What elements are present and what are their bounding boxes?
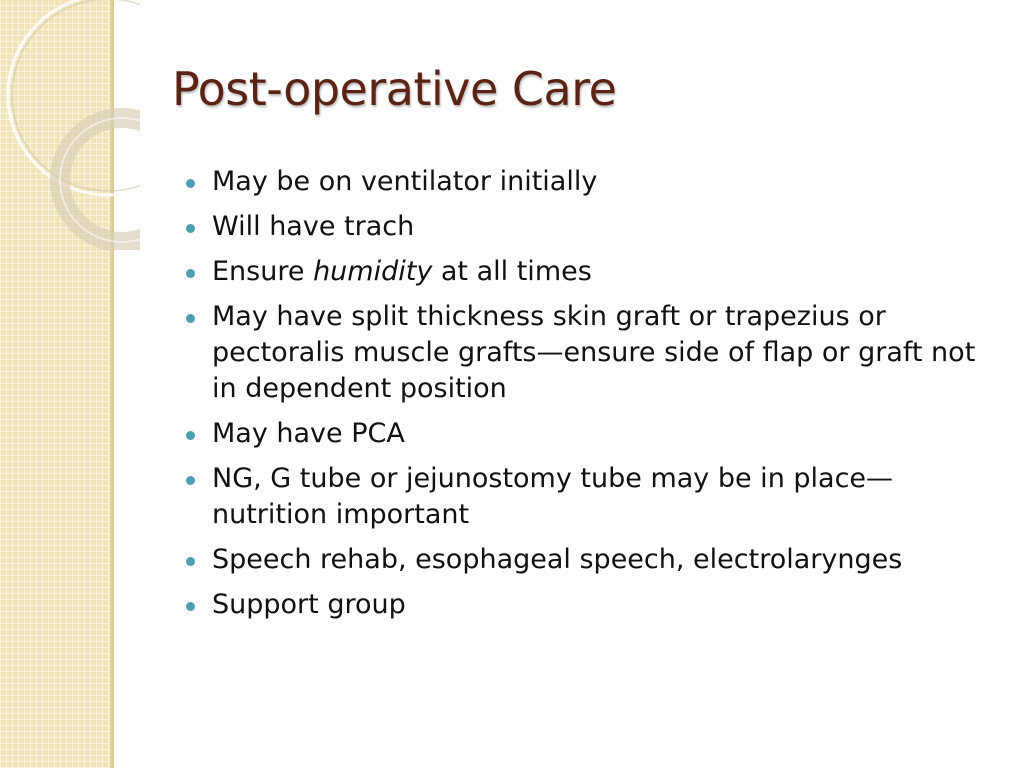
bullet-text: Will have trach: [212, 211, 415, 242]
bullet-list: [186, 164, 986, 632]
bullet-dot-icon: [186, 224, 195, 233]
bullet-dot-icon: [186, 476, 195, 485]
bullet-item: [186, 164, 986, 200]
bullet-text-suffix: at all times: [432, 256, 592, 287]
bullet-item: [186, 209, 986, 245]
bullet-item: [186, 587, 986, 623]
bullet-dot-icon: [186, 179, 195, 188]
bullet-dot-icon: [186, 314, 195, 323]
bullet-text-prefix: Ensure: [212, 256, 314, 287]
bullet-dot-icon: [186, 431, 195, 440]
bullet-dot-icon: [186, 269, 195, 278]
bullet-item: [186, 416, 986, 452]
bullet-dot-icon: [186, 602, 195, 611]
bullet-text: May have split thickness skin graft or trapezius or pectoralis muscle grafts—ensure side of flap or graft not in dependent position: [212, 301, 976, 404]
bullet-text: May have PCA: [212, 418, 405, 449]
slide-title: Post-operative Care: [172, 62, 617, 116]
bullet-item: [186, 542, 986, 578]
bullet-item: [186, 461, 986, 533]
bullet-text: Speech rehab, esophageal speech, electrolarynges: [212, 544, 903, 575]
bullet-text-emphasis: humidity: [313, 256, 433, 287]
bullet-text: Support group: [212, 589, 406, 620]
bullet-text: NG, G tube or jejunostomy tube may be in place—nutrition important: [212, 463, 894, 530]
bullet-item: [186, 254, 986, 290]
decorative-rings: [0, 0, 140, 250]
bullet-text: May be on ventilator initially: [212, 166, 598, 197]
bullet-dot-icon: [186, 557, 195, 566]
bullet-item: [186, 299, 986, 407]
